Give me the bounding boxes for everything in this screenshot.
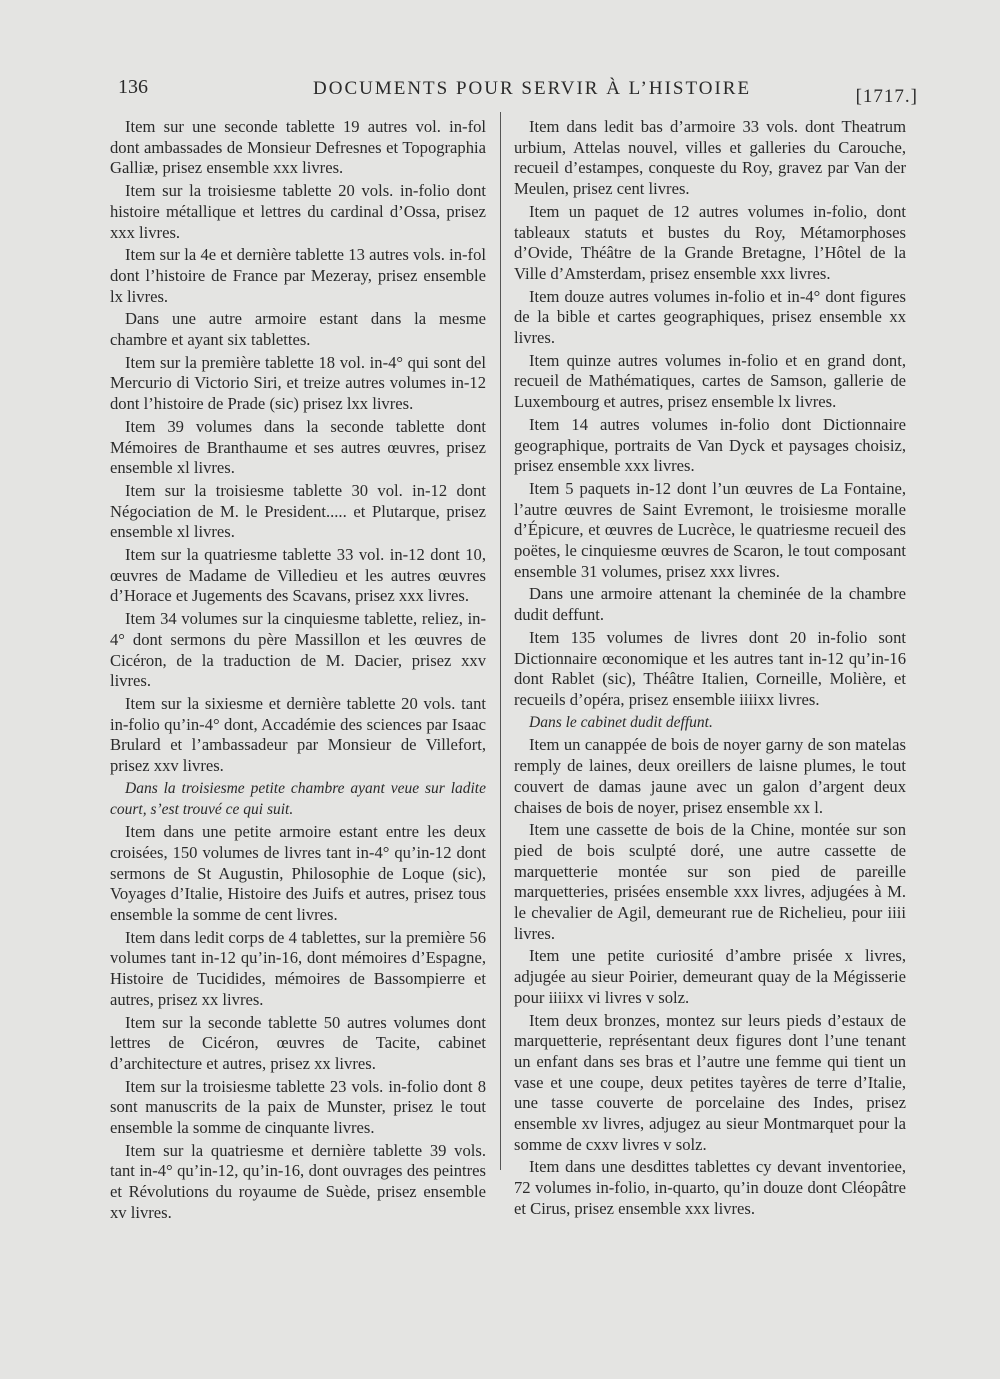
section-heading: Dans la troisiesme petite chambre ayant veue sur ladite court, s’est trouvé ce qui suit.	[110, 779, 486, 818]
paragraph: Item une petite curiosité d’ambre prisée x livres, adjugée au sieur Poirier, demeurant quay de la Mégisserie pour iiiixx vi livres v solz.	[514, 946, 906, 1007]
paragraph: Item sur la quatriesme et dernière tablette 39 vols. tant in-4° qu’in-12, qu’in-16, dont ouvrages des peintres et Révolutions du royaume de Suède, prisez ensemble xv livres.	[110, 1140, 486, 1222]
paragraph: Item un canappée de bois de noyer garny de son matelas remply de laines, deux oreillers de laisne plumes, le tout couvert de damas jaune avec un galon d’argent deux chaises de bois de noyer, prisez ensemble xx l.	[514, 735, 906, 817]
paragraph: Item dans une petite armoire estant entre les deux croisées, 150 volumes de livres tant in-4° qu’in-12 dont sermons de St Augustin, Philosophie de Loque (sic), Voyages d’Italie, Histoire des Juifs et autres, prisez tous ensemble la somme de cent livres.	[110, 822, 486, 925]
paragraph: Item 34 volumes sur la cinquiesme tablette, reliez, in-4° dont sermons du père Massillon et les œuvres de Cicéron, de la traduction de M. Dacier, prisez xxv livres.	[110, 609, 486, 691]
paragraph: Item sur une seconde tablette 19 autres vol. in-fol dont ambassades de Monsieur Defresnes et Topographia Galliæ, prisez ensemble xxx livres.	[110, 117, 486, 178]
paragraph: Item sur la troisiesme tablette 20 vols. in-folio dont histoire métallique et lettres du cardinal d’Ossa, prisez xxx livres.	[110, 181, 486, 242]
paragraph: Item douze autres volumes in-folio et in-4° dont figures de la bible et cartes geographiques, prisez ensemble xx livres.	[514, 286, 906, 348]
year-marker: [1717.]	[855, 86, 918, 107]
paragraph: Item dans ledit bas d’armoire 33 vols. dont Theatrum urbium, Attelas nouvel, villes et galleries du Carouche, recueil d’estampes, conqueste du Roy, gravez par Van der Meulen, prisez cent livres.	[514, 117, 906, 199]
paragraph: Item sur la seconde tablette 50 autres volumes dont lettres de Cicéron, œuvres de Tacite, cabinet d’architecture et autres, prisez xx livres.	[110, 1012, 486, 1073]
left-column	[110, 117, 486, 1226]
paragraph: Dans une armoire attenant la cheminée de la chambre dudit deffunt.	[514, 584, 906, 625]
section-heading: Dans le cabinet dudit deffunt.	[529, 713, 713, 731]
paragraph: Item sur la sixiesme et dernière tablette 20 vols. tant in-folio qu’in-4° dont, Accadémie des sciences par Isaac Brulard et l’ambassadeur par Monsieur de Villefort, prisez xxv livres.	[110, 693, 486, 776]
paragraph: Item 14 autres volumes in-folio dont Dictionnaire geographique, portraits de Van Dyck et paysages choisiz, prisez ensemble xxx livres.	[514, 414, 906, 476]
paragraph: Item une cassette de bois de la Chine, montée sur son pied de bois sculpté doré, une autre cassette de marquetterie montée sur son pied de pareille marquetteries, prisées ensemble xxx livres, adjugées à M. le chevalier de Agil, demeurant rue de Richelieu, pour iiii livres.	[514, 820, 906, 943]
paragraph: Item sur la première tablette 18 vol. in-4° qui sont del Mercurio di Victorio Siri, et treize autres volumes in-12 dont l’histoire de Prade (sic) prisez lxx livres.	[110, 352, 486, 414]
paragraph: Item sur la troisiesme tablette 30 vol. in-12 dont Négociation de M. le President..... et Plutarque, prisez ensemble xl livres.	[110, 480, 486, 542]
page-number: 136	[118, 76, 148, 98]
paragraph: Item dans une desdittes tablettes cy devant inventoriee, 72 volumes in-folio, in-quarto, qu’in douze dont Cléopâtre et Cirus, prisez ensemble xxx livres.	[514, 1157, 906, 1218]
paragraph: Item 135 volumes de livres dont 20 in-folio sont Dictionnaire œconomique et les autres tant in-12 qu’in-16 dont Rablet (sic), Théâtre Italien, Corneille, Molière, et recueils d’opéra, prisez ensemble iiiixx livres.	[514, 627, 906, 709]
paragraph: Item un paquet de 12 autres volumes in-folio, dont tableaux statuts et bustes du Roy, Métamorphoses d’Ovide, Théâtre de la Grande Bretagne, l’Hôtel de la Ville d’Amsterdam, prisez ensemble xxx livres.	[514, 201, 906, 283]
right-column	[514, 117, 906, 1222]
column-divider	[500, 112, 501, 1170]
paragraph: Item sur la quatriesme tablette 33 vol. in-12 dont 10, œuvres de Madame de Villedieu et les autres œuvres d’Horace et Jugements des Scavans, prisez xxx livres.	[110, 545, 486, 606]
paragraph: Item sur la 4e et dernière tablette 13 autres vols. in-fol dont l’histoire de France par Mezeray, prisez ensemble lx livres.	[110, 245, 486, 306]
paragraph: Dans une autre armoire estant dans la mesme chambre et ayant six tablettes.	[110, 309, 486, 350]
page-header	[118, 76, 918, 110]
running-title: DOCUMENTS POUR SERVIR À L’HISTOIRE	[313, 78, 752, 99]
paragraph: Item quinze autres volumes in-folio et en grand dont, recueil de Mathématiques, cartes de Samson, gallerie de Luxembourg et autres, prisez ensemble lx livres.	[514, 350, 906, 412]
paragraph: Item deux bronzes, montez sur leurs pieds d’estaux de marquetterie, représentant deux figures dont l’une tenant un enfant dans ses bras et l’autre une femme qui tient un vase et une coupe, deux petites tayères de terre d’Italie, une tasse couverte de porcelaine des Indes, prisez ensemble xv livres, adjugez au sieur Montmarquet pour la somme de cxxv livres v solz.	[514, 1010, 906, 1154]
paragraph: Item 39 volumes dans la seconde tablette dont Mémoires de Branthaume et ses autres œuvres, prisez ensemble xl livres.	[110, 416, 486, 478]
paragraph: Item dans ledit corps de 4 tablettes, sur la première 56 volumes tant in-12 qu’in-16, dont mémoires d’Espagne, Histoire de Tucidides, mémoires de Bassompierre et autres, prisez xx livres.	[110, 927, 486, 1009]
paragraph: Item sur la troisiesme tablette 23 vols. in-folio dont 8 sont manuscrits de la paix de Munster, prisez le tout ensemble la somme de cinquante livres.	[110, 1076, 486, 1138]
paragraph: Item 5 paquets in-12 dont l’un œuvres de La Fontaine, l’autre œuvres de Saint Evremont, le troisiesme moralle d’Épicure, et œuvres de Lucrèce, le quatriesme recueil des poëtes, le cinquiesme œuvres de Scaron, le tout composant ensemble 31 volumes, prisez xxx livres.	[514, 478, 906, 581]
